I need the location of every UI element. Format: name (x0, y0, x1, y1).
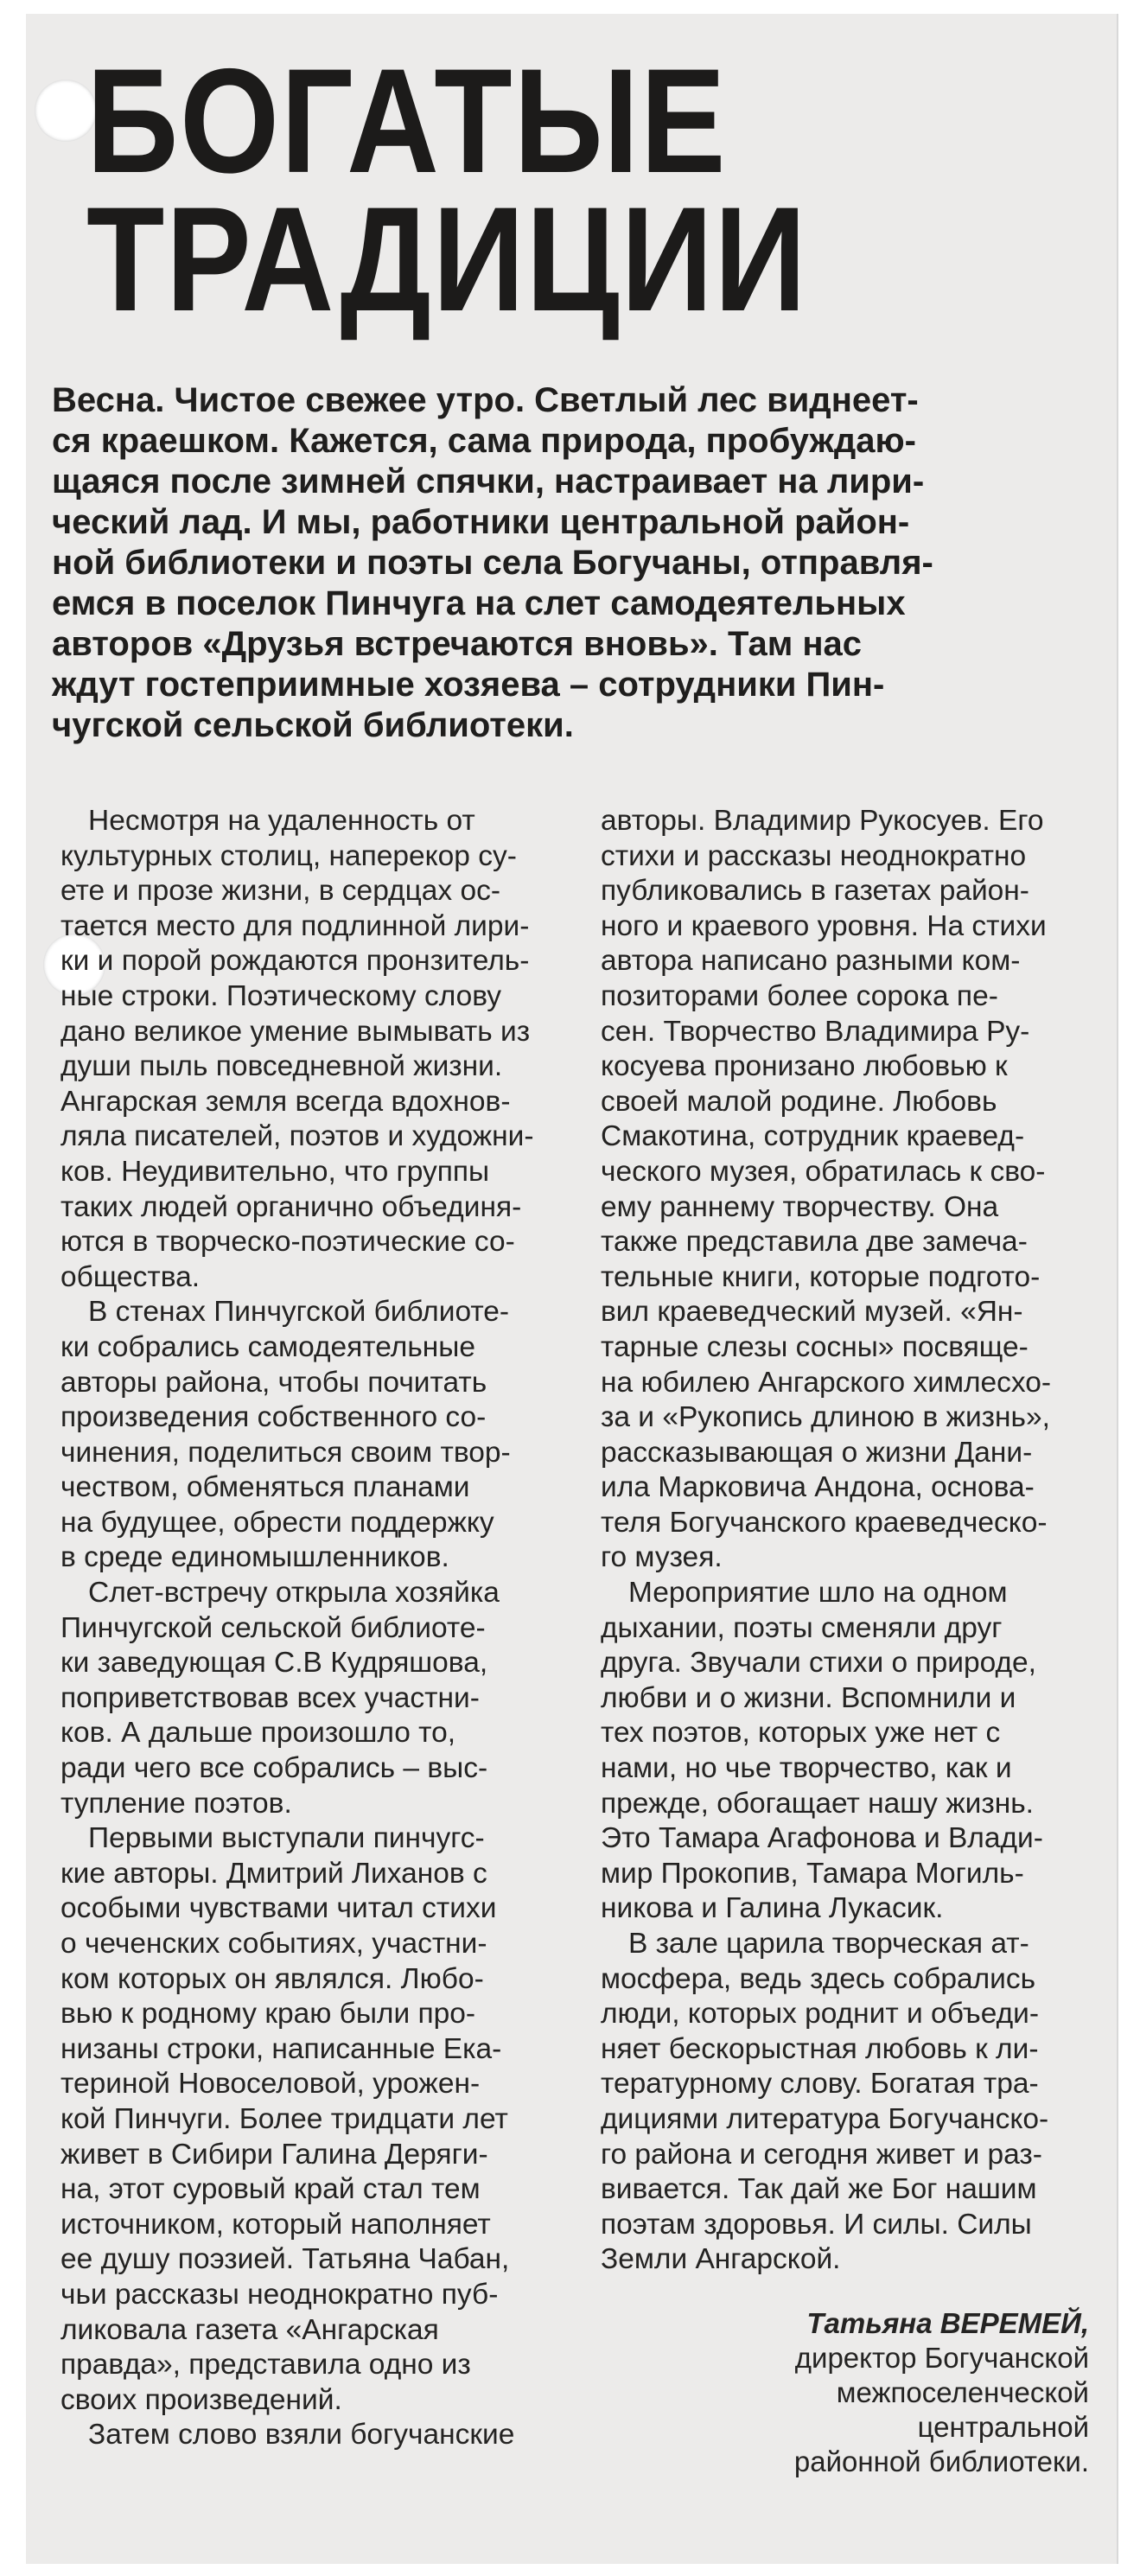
text-line: правда», представила одно из (61, 2349, 471, 2382)
article-lead (52, 380, 1089, 746)
lead-line: чугской сельской библиотеки. (52, 706, 574, 744)
text-line: тарные слезы сосны» посвяще- (601, 1330, 1029, 1363)
text-line: вью к родному краю были про- (61, 1998, 476, 2031)
text-line: чеством, обменяться планами (61, 1471, 470, 1504)
text-line: друга. Звучали стихи о природе, (601, 1647, 1036, 1680)
text-line: мир Прокопив, Тамара Могиль- (601, 1857, 1024, 1890)
text-line: культурных столиц, наперекор су- (61, 839, 517, 872)
text-line: поэтам здоровья. И силы. Силы (601, 2208, 1032, 2241)
text-line: кие авторы. Дмитрий Лиханов с (61, 1857, 487, 1890)
text-line: Смакотина, сотрудник краевед- (601, 1120, 1025, 1153)
text-line: теля Богучанского краеведческо- (601, 1506, 1048, 1539)
text-line: ете и прозе жизни, в сердцах ос- (61, 875, 501, 908)
text-line: стихи и рассказы неоднократно (601, 839, 1027, 872)
text-line: Пинчугской сельской библиоте- (61, 1611, 486, 1644)
text-line: ила Марковича Андона, основа- (601, 1471, 1035, 1504)
article-column-left (61, 804, 557, 2453)
text-line: вивается. Так дай же Бог нашим (601, 2173, 1037, 2206)
lead-line: ной библиотеки и поэты села Богучаны, отправля- (52, 544, 933, 582)
text-line: В стенах Пинчугской библиоте- (88, 1296, 510, 1329)
headline-line: ТРАДИЦИИ (86, 176, 808, 342)
author-role-line: директор Богучанской (794, 2342, 1089, 2374)
text-line: Слет-встречу открыла хозяйка (88, 1577, 500, 1610)
text-line: ные строки. Поэтическому слову (61, 979, 502, 1012)
text-line: авторы. Владимир Рукосуев. Его (601, 805, 1044, 837)
text-line: тается место для подлинной лири- (61, 909, 530, 942)
text-line: ются в творческо-поэтические со- (61, 1226, 515, 1259)
lead-line: емся в поселок Пинчуга на слет самодеятельных (52, 584, 906, 622)
text-line: за и «Рукопись длиною в жизнь», (601, 1401, 1050, 1434)
text-line: косуева пронизано любовью к (601, 1050, 1008, 1083)
text-line: своей малой родине. Любовь (601, 1085, 997, 1118)
text-line: ее душу поэзией. Татьяна Чабан, (61, 2243, 510, 2276)
text-line: произведения собственного со- (61, 1401, 487, 1434)
text-line: В зале царила творческая ат- (628, 1928, 1029, 1960)
headline-line: БОГАТЫЕ (86, 38, 728, 204)
author-role-line: межпоселенческой (836, 2376, 1089, 2408)
text-line: Затем слово взяли богучанские (88, 2419, 515, 2452)
text-line: о чеченских событиях, участни- (61, 1928, 487, 1960)
text-line: прежде, обогащает нашу жизнь. (601, 1787, 1034, 1820)
text-line: источником, который наполняет (61, 2208, 491, 2241)
text-line: никова и Галина Лукасик. (601, 1892, 944, 1925)
text-line: также представила две замеча- (601, 1226, 1028, 1259)
text-line: своих произведений. (61, 2383, 342, 2416)
text-line: особыми чувствами читал стихи (61, 1892, 497, 1925)
text-line: Первыми выступали пинчугс- (88, 1822, 485, 1855)
text-line: души пыль повседневной жизни. (61, 1050, 503, 1083)
text-line: рассказывающая о жизни Дани- (601, 1436, 1033, 1469)
text-line: ликовала газета «Ангарская (61, 2313, 439, 2346)
text-line: ему раннему творчеству. Она (601, 1190, 999, 1223)
text-line: Это Тамара Агафонова и Влади- (601, 1822, 1043, 1855)
author-role-line: центральной (917, 2411, 1089, 2443)
text-line: ков. А дальше произошло то, (61, 1717, 456, 1750)
text-line: Несмотря на удаленность от (88, 805, 475, 837)
text-line: тупление поэтов. (61, 1787, 292, 1820)
text-line: живет в Сибири Галина Деряги- (61, 2138, 488, 2171)
lead-line: ся краешком. Кажется, сама природа, пробуждаю- (52, 422, 916, 460)
text-line: кой Пинчуги. Более тридцати лет (61, 2102, 508, 2135)
lead-line: ческий лад. И мы, работники центральной район- (52, 503, 910, 541)
article-column-right (601, 804, 1102, 2278)
text-line: дано великое умение вымывать из (61, 1015, 531, 1048)
text-line: публиковались в газетах район- (601, 875, 1029, 908)
text-line: нами, но чье творчество, как и (601, 1752, 1012, 1785)
text-line: няет бескорыстная любовь к ли- (601, 2032, 1039, 2065)
text-line: мосфера, ведь здесь собрались (601, 1962, 1036, 1995)
text-line: ки собрались самодеятельные (61, 1330, 475, 1363)
text-line: любви и о жизни. Вспомнили и (601, 1681, 1016, 1714)
text-line: ком которых он являлся. Любо- (61, 1962, 484, 1995)
text-line: тельные книги, которые подгото- (601, 1260, 1041, 1293)
text-line: го района и сегодня живет и раз- (601, 2138, 1042, 2171)
text-line: на, этот суровый край стал тем (61, 2173, 481, 2206)
text-line: позиторами более сорока пе- (601, 979, 998, 1012)
article-headline (86, 38, 941, 342)
text-line: териной Новоселовой, урожен- (61, 2068, 481, 2101)
text-line: Ангарская земля всегда вдохнов- (61, 1085, 511, 1118)
text-line: Мероприятие шло на одном (628, 1577, 1008, 1610)
text-line: дициями литература Богучанско- (601, 2102, 1049, 2135)
author-role-line: районной библиотеки. (793, 2445, 1089, 2477)
text-line: на будущее, обрести поддержку (61, 1506, 494, 1539)
text-line: чьи рассказы неоднократно пуб- (61, 2278, 499, 2311)
lead-line: ждут гостеприимные хозяева – сотрудники Пин- (52, 666, 885, 704)
text-line: ляла писателей, поэтов и художни- (61, 1120, 534, 1153)
text-line: дыхании, поэты сменяли друг (601, 1611, 1003, 1644)
text-line: в среде единомышленников. (61, 1541, 449, 1574)
text-line: сен. Творчество Владимира Ру- (601, 1015, 1030, 1048)
text-line: го музея. (601, 1541, 723, 1574)
lead-line: Весна. Чистое свежее утро. Светлый лес виднеет- (52, 381, 919, 419)
text-line: таких людей органично объединя- (61, 1190, 522, 1223)
text-line: Земли Ангарской. (601, 2243, 841, 2276)
text-line: ради чего все собрались – выс- (61, 1752, 488, 1785)
text-line: чинения, поделиться своим твор- (61, 1436, 511, 1469)
text-line: автора написано разными ком- (601, 945, 1021, 978)
lead-line: щаяся после зимней спячки, настраивает на лири- (52, 462, 925, 501)
text-line: тех поэтов, которых уже нет с (601, 1717, 1001, 1750)
text-line: тературному слову. Богатая тра- (601, 2068, 1039, 2101)
text-line: поприветствовав всех участни- (61, 1681, 480, 1714)
text-line: ки и порой рождаются пронзитель- (61, 945, 530, 978)
article-signature (657, 2306, 1089, 2479)
author-name: Татьяна ВЕРЕМЕЙ, (806, 2307, 1089, 2339)
lead-line: авторов «Друзья встречаются вновь». Там нас (52, 625, 863, 663)
text-line: ческого музея, обратилась к сво- (601, 1155, 1046, 1188)
text-line: низаны строки, написанные Ека- (61, 2032, 502, 2065)
text-line: на юбилею Ангарского химлесхо- (601, 1366, 1052, 1399)
text-line: авторы района, чтобы почитать (61, 1366, 487, 1399)
text-line: ков. Неудивительно, что группы (61, 1155, 490, 1188)
text-line: вил краеведческий музей. «Ян- (601, 1296, 1023, 1329)
text-line: люди, которых роднит и объеди- (601, 1998, 1040, 2031)
text-line: ного и краевого уровня. На стихи (601, 909, 1047, 942)
text-line: общества. (61, 1260, 201, 1293)
text-line: ки заведующая С.В Кудряшова, (61, 1647, 488, 1680)
